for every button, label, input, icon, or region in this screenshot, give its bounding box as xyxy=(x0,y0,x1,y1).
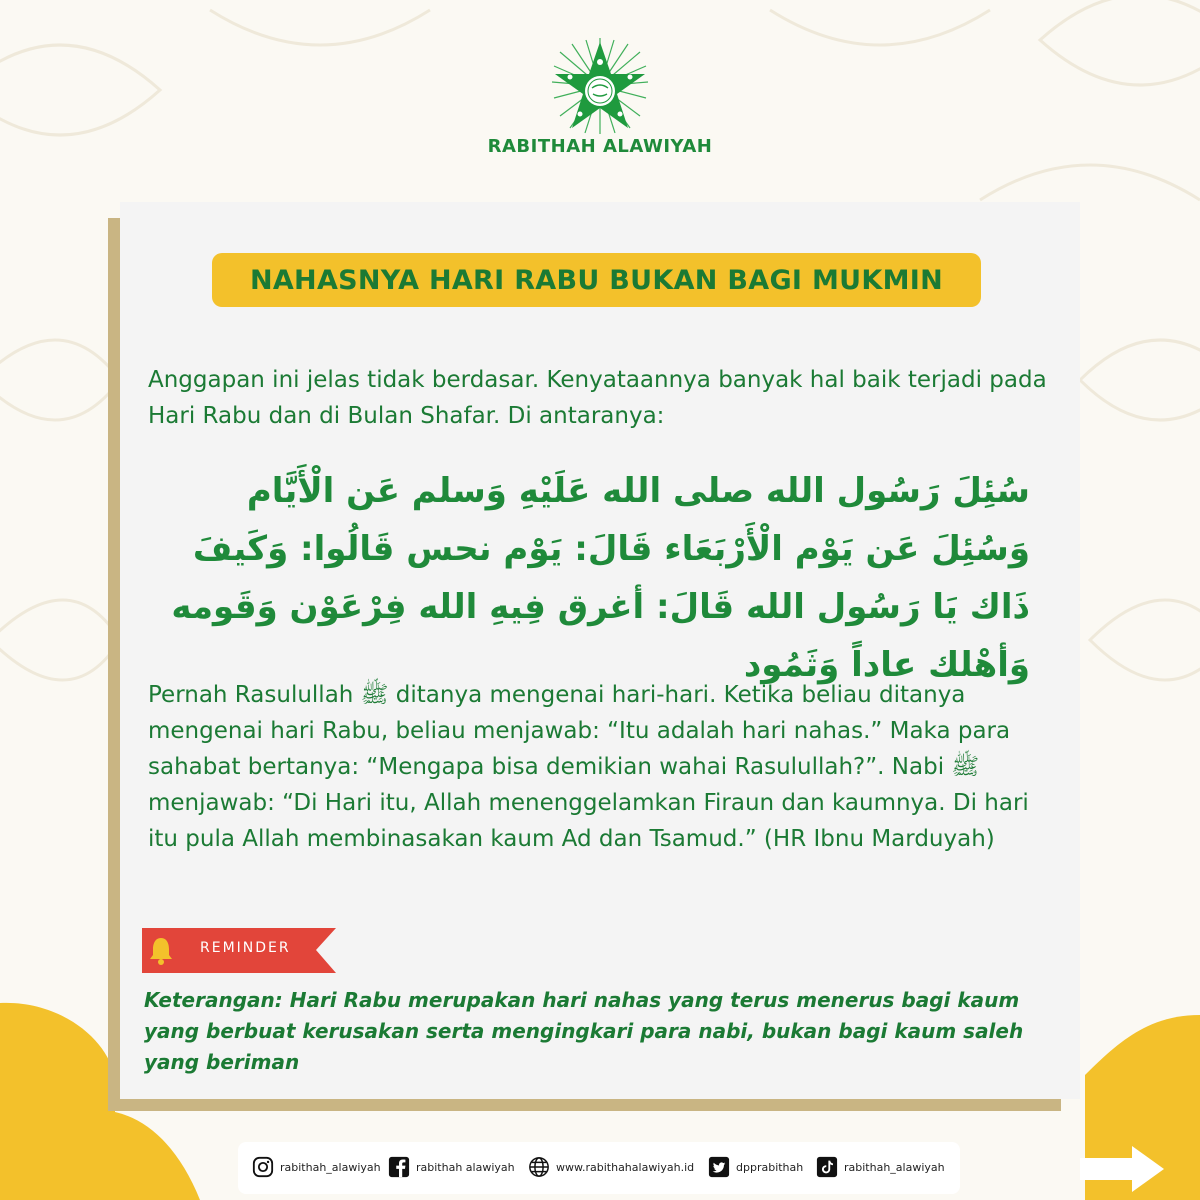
twitter-handle: dpprabithah xyxy=(736,1160,804,1174)
facebook-handle: rabithah alawiyah xyxy=(416,1160,515,1174)
social-facebook[interactable] xyxy=(388,1156,515,1178)
instagram-icon xyxy=(252,1156,274,1178)
next-arrow-icon[interactable] xyxy=(1078,1144,1166,1194)
instagram-handle: rabithah_alawiyah xyxy=(280,1160,381,1174)
globe-icon xyxy=(528,1156,550,1178)
brand-name: RABITHAH ALAWIYAH xyxy=(487,136,713,157)
intro-paragraph: Anggapan ini jelas tidak berdasar. Kenyataannya banyak hal baik terjadi pada Hari Rabu dan di Bulan Shafar. Di antaranya: xyxy=(148,367,1047,429)
social-tiktok[interactable] xyxy=(816,1156,945,1178)
reminder-label: REMINDER xyxy=(200,940,291,956)
social-instagram[interactable] xyxy=(252,1156,381,1178)
arabic-hadith-text: سُئِلَ رَسُول الله صلى الله عَلَيْهِ وَسلم عَن الْأَيَّام وَسُئِلَ عَن يَوْم الْأَرْبَعَاء قَالَ: يَوْم نحس قَالُوا: وَكَيفَ ذَاك يَا رَسُول الله قَالَ: أغرق فِيهِ الله فِرْعَوْن وَقَومه وَأهْلك عاداً وَثَمُود xyxy=(171,471,1030,685)
body-paragraph: Pernah Rasulullah ﷺ ditanya mengenai hari-hari. Ketika beliau ditanya mengenai hari Rabu, beliau menjawab: “Itu adalah hari nahas.” Maka para sahabat bertanya: “Mengapa bisa demikian wahai Rasulullah?”. Nabi ﷺ menjawab: “Di Hari itu, Allah menenggelamkan Firaun dan kaumnya. Di hari itu pula Allah membinasakan kaum Ad dan Tsamud.” (HR Ibnu Marduyah) xyxy=(148,682,1029,852)
tiktok-icon xyxy=(816,1156,838,1178)
facebook-icon xyxy=(388,1156,410,1178)
rabithah-alawiyah-star-logo xyxy=(550,36,650,136)
bell-icon xyxy=(148,935,174,965)
social-website[interactable] xyxy=(528,1156,694,1178)
note-text: Keterangan: Hari Rabu merupakan hari nahas yang terus menerus bagi kaum yang berbuat kerusakan serta mengingkari para nabi, bukan bagi kaum saleh yang beriman xyxy=(144,988,1024,1074)
tiktok-handle: rabithah_alawiyah xyxy=(844,1160,945,1174)
website-url: www.rabithahalawiyah.id xyxy=(556,1160,695,1174)
page-title: NAHASNYA HARI RABU BUKAN BAGI MUKMIN xyxy=(249,264,944,296)
title-banner xyxy=(212,253,981,307)
twitter-icon xyxy=(708,1156,730,1178)
social-twitter[interactable] xyxy=(708,1156,803,1178)
